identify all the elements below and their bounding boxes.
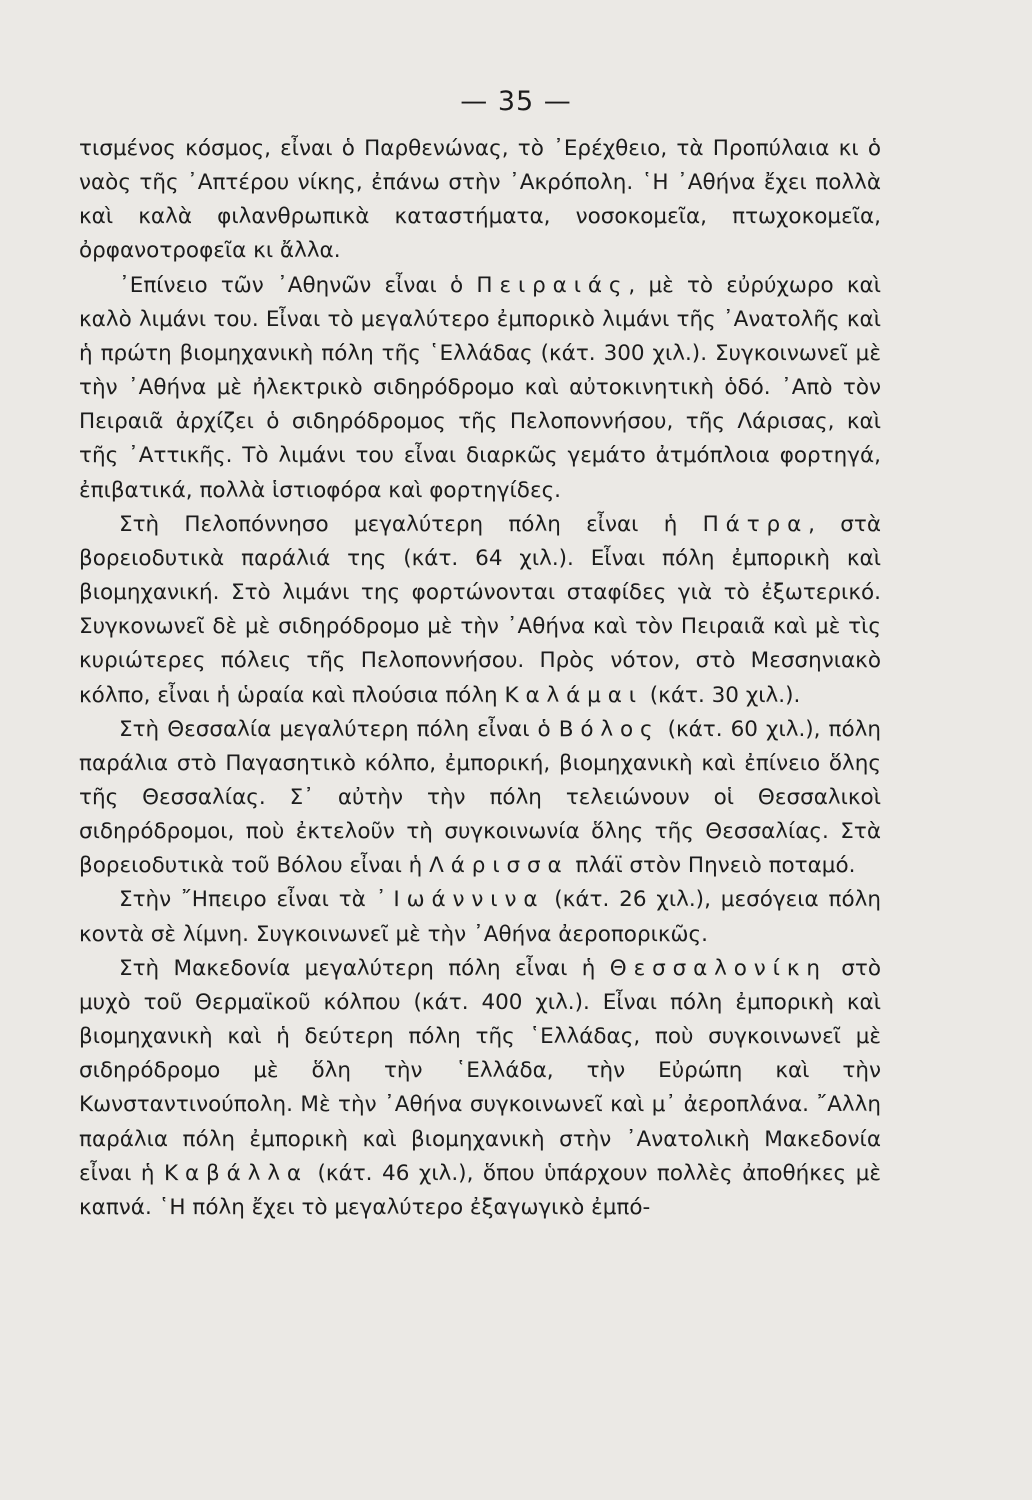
paragraph xyxy=(79,269,881,508)
page-number: — 35 — xyxy=(460,86,572,117)
place-name-spaced: Λάρισσα xyxy=(429,853,569,879)
text-run: (κάτ. 60 χιλ.), πόλη παράλια στὸ Παγασητικὸ κόλπο, ἐμπορική, βιομηχανικὴ καὶ ἐπίνειο ὅλης τῆς Θεσσαλίας. Σ᾿ αὐτὴν τὴν πόλη τελειώνουν οἱ Θεσσαλικοὶ σιδηρόδρομοι, ποὺ ἐκτελοῦν τὴ συγκοινωνία ὅλης τῆς Θεσσαλίας. Στὰ βορειοδυτικὰ τοῦ Βόλου εἶναι ἡ xyxy=(79,716,881,879)
text-run: Στὴ Πελοπόννησο μεγαλύτερη πόλη εἶναι ἡ xyxy=(119,511,703,537)
body-text xyxy=(79,132,881,1225)
place-name-spaced: Καλάμαι xyxy=(504,682,643,708)
text-run: (κάτ. 46 χιλ.), ὅπου ὑπάρχουν πολλὲς ἀποθήκες μὲ καπνά. ῾Η πόλη ἔχει τὸ μεγαλύτερο ἐξαγωγικὸ ἐμπό- xyxy=(79,1160,881,1220)
text-run: στὸ μυχὸ τοῦ Θερμαϊκοῦ κόλπου (κάτ. 400 χιλ.). Εἶναι πόλη ἐμπορικὴ καὶ βιομηχανικὴ καὶ ἡ δεύτερη πόλη τῆς ῾Ελλάδας, ποὺ συγκοινωνεῖ μὲ σιδηρόδρομο μὲ ὅλη τὴν ῾Ελλάδα, τὴν Εὐρώπη καὶ τὴν Κωνσταντινούπολη. Μὲ τὴν ᾿Αθήνα συγκοινωνεῖ καὶ μ᾿ ἀεροπλάνα. ῎Αλλη παράλια πόλη ἐμπορικὴ καὶ βιομηχανικὴ στὴν ᾿Ανατολικὴ Μακεδονία εἶναι ἡ xyxy=(79,955,881,1186)
paragraph xyxy=(79,952,881,1225)
place-name-spaced: ᾿Ιωάννινα xyxy=(375,887,545,913)
text-run: , στὰ βορειοδυτικὰ παράλιά της (κάτ. 64 χιλ.). Εἶναι πόλη ἐμπορικὴ καὶ βιομηχανική. Στὸ λιμάνι της φορτώνονται σταφίδες γιὰ τὸ ἐξωτερικό. Συγκονωνεῖ δὲ μὲ σιδηρόδρομο μὲ τὴν ᾿Αθήνα καὶ τὸν Πειραιᾶ καὶ μὲ τὶς κυριώτερες πόλεις τῆς Πελοποννήσου. Πρὸς νότον, στὸ Μεσσηνιακὸ κόλπο, εἶναι ἡ ὡραία καὶ πλούσια πόλη xyxy=(79,511,881,708)
text-run: (κάτ. 26 χιλ.), μεσόγεια πόλη κοντὰ σὲ λίμνη. Συγκοινωνεῖ μὲ τὴν ᾿Αθήνα ἀεροπορικῶς. xyxy=(79,887,881,947)
place-name-spaced: Πάτρα xyxy=(702,511,809,537)
paragraph xyxy=(79,132,881,269)
text-run: , μὲ τὸ εὐρύχωρο καὶ καλὸ λιμάνι του. Εἶναι τὸ μεγαλύτερο ἐμπορικὸ λιμάνι τῆς ᾿Ανατολῆς καὶ ἡ πρώτη βιομηχανικὴ πόλη τῆς ῾Ελλάδας (κάτ. 300 χιλ.). Συγκοινωνεῖ μὲ τὴν ᾿Αθήνα μὲ ἠλεκτρικὸ σιδηρόδρομο καὶ αὐτοκινητικὴ ὁδό. ᾿Απὸ τὸν Πειραιᾶ ἀρχίζει ὁ σιδηρόδρομος τῆς Πελοποννήσου, τῆς Λάρισας, καὶ τῆς ᾿Αττικῆς. Τὸ λιμάνι του εἶναι διαρκῶς γεμάτο ἀτμόπλοια φορτηγά, ἐπιβατικά, πολλὰ ἱστιοφόρα καὶ φορτηγίδες. xyxy=(79,272,882,503)
paragraph xyxy=(79,883,881,951)
place-name-spaced: Καβάλλα xyxy=(164,1160,308,1186)
text-run: Στὴ Θεσσαλία μεγαλύτερη πόλη εἶναι ὁ xyxy=(119,716,559,742)
text-run: τισμένος κόσμος, εἶναι ὁ Παρθενώνας, τὸ ᾿Ερέχθειο, τὰ Προπύλαια κι ὁ ναὸς τῆς ᾿Απτέρου νίκης, ἐπάνω στὴν ᾿Ακρόπολη. ῾Η ᾿Αθήνα ἔχει πολλὰ καὶ καλὰ φιλανθρωπικὰ καταστήματα, νοσοκομεῖα, πτωχοκομεῖα, ὀρφανοτροφεῖα κι ἄλλα. xyxy=(79,136,881,264)
place-name-spaced: Πειραιάς xyxy=(476,272,629,298)
place-name-spaced: Βόλος xyxy=(558,716,660,742)
text-run: πλάϊ στὸν Πηνειὸ ποταμό. xyxy=(568,853,856,879)
text-run: ᾿Επίνειο τῶν ᾿Αθηνῶν εἶναι ὁ xyxy=(119,272,477,298)
paragraph xyxy=(79,713,881,884)
text-run: (κάτ. 30 χιλ.). xyxy=(642,682,801,708)
place-name-spaced: Θεσσαλονίκη xyxy=(609,955,827,981)
text-run: Στὴ Μακεδονία μεγαλύτερη πόλη εἶναι ἡ xyxy=(119,955,610,981)
paragraph xyxy=(79,508,881,713)
text-run: Στὴν ῎Ηπειρο εἶναι τὰ xyxy=(119,887,376,913)
